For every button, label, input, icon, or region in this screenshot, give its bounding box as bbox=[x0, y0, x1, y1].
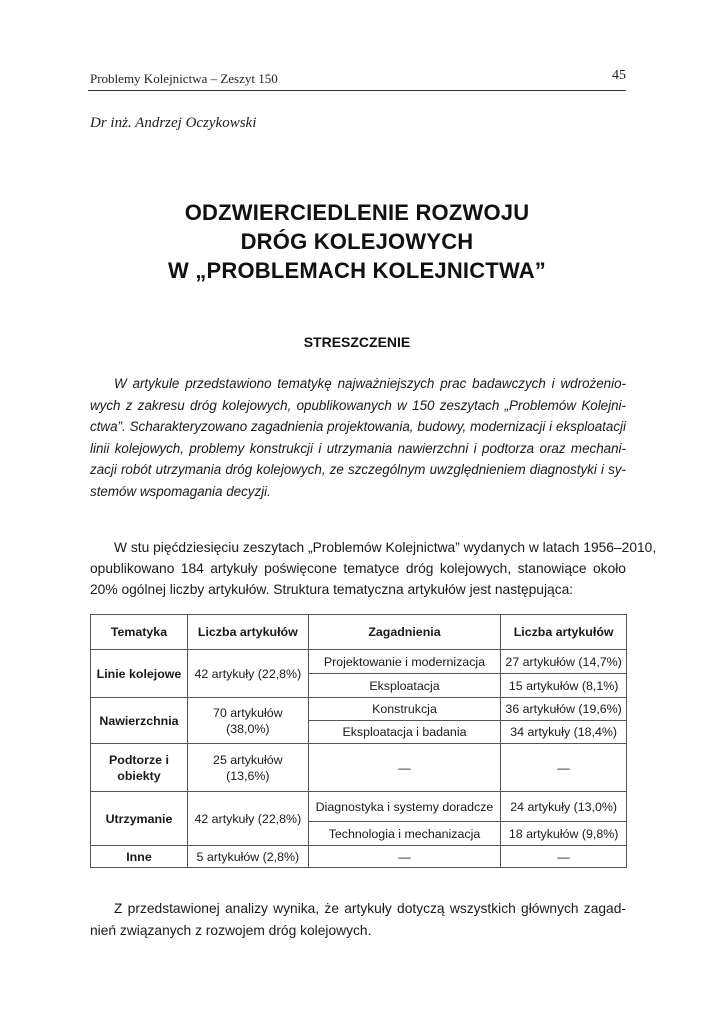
issue-cell: Projektowanie i modernizacja bbox=[308, 650, 501, 674]
intro-line: W stu pięćdziesięciu zeszytach „Problemów Kolejnictwa” wydanych w latach 1956–2010, bbox=[114, 540, 657, 555]
topic-cell: Podtorze i obiekty bbox=[91, 744, 188, 792]
table-row bbox=[91, 650, 627, 674]
issue-cell: Konstrukcja bbox=[308, 698, 501, 721]
journal-title: Problemy Kolejnictwa – Zeszyt 150 bbox=[90, 71, 278, 86]
intro-line: opublikowano 184 artykuły poświęcone tematyce dróg kolejowych, stanowiące około bbox=[90, 561, 626, 576]
issue-cell: Eksploatacja i badania bbox=[308, 721, 501, 744]
conclusion-paragraph bbox=[90, 898, 626, 942]
conclusion-line: nień związanych z rozwojem dróg kolejowych. bbox=[90, 923, 372, 938]
intro-line: 20% ogólnej liczby artykułów. Struktura tematyczna artykułów jest następująca: bbox=[90, 582, 574, 597]
issue-cell: — bbox=[308, 744, 501, 792]
author-name: Dr inż. Andrzej Oczykowski bbox=[90, 115, 257, 131]
column-header: Zagadnienia bbox=[308, 615, 501, 650]
topic-count-cell: 42 artykuły (22,8%) bbox=[187, 792, 308, 846]
table-header-row bbox=[91, 615, 627, 650]
abstract-line: W artykule przedstawiono tematykę najważniejszych prac badawczych i wdrożenio- bbox=[114, 376, 626, 391]
abstract-line: linii kolejowych, problemy konstrukcji i utrzymania nawierzchni i podtorza oraz mechani- bbox=[90, 440, 626, 456]
issue-cell: Eksploatacja bbox=[308, 674, 501, 698]
issue-count-cell: 36 artykułów (19,6%) bbox=[501, 698, 627, 721]
running-header bbox=[88, 68, 626, 91]
title-line: ODZWIERCIEDLENIE ROZWOJU bbox=[184, 200, 530, 225]
issue-count-cell: 34 artykuły (18,4%) bbox=[501, 721, 627, 744]
issue-count-cell: 27 artykułów (14,7%) bbox=[501, 650, 627, 674]
topic-count-cell: 70 artykułów (38,0%) bbox=[187, 698, 308, 744]
issue-count-cell: 24 artykuły (13,0%) bbox=[501, 792, 627, 822]
issue-count-cell: 15 artykułów (8,1%) bbox=[501, 674, 627, 698]
page-number: 45 bbox=[612, 68, 626, 83]
issue-cell: — bbox=[308, 846, 501, 868]
column-header: Liczba artykułów bbox=[187, 615, 308, 650]
topic-count-cell: 42 artykuły (22,8%) bbox=[187, 650, 308, 698]
title-line: DRÓG KOLEJOWYCH bbox=[240, 229, 474, 254]
abstract-heading: STRESZCZENIE bbox=[303, 334, 411, 350]
topic-count-cell: 25 artykułów (13,6%) bbox=[187, 744, 308, 792]
table-row bbox=[91, 744, 627, 792]
topic-count-cell: 5 artykułów (2,8%) bbox=[187, 846, 308, 868]
issue-cell: Technologia i mechanizacja bbox=[308, 822, 501, 846]
intro-paragraph bbox=[90, 537, 657, 600]
issue-count-cell: — bbox=[501, 846, 627, 868]
table-row bbox=[91, 698, 627, 721]
table-row bbox=[91, 792, 627, 822]
issue-count-cell: 18 artykułów (9,8%) bbox=[501, 822, 627, 846]
issue-count-cell: — bbox=[501, 744, 627, 792]
topic-cell: Utrzymanie bbox=[91, 792, 188, 846]
table-row bbox=[91, 846, 627, 868]
abstract-line: stemów wspomagania decyzji. bbox=[90, 483, 271, 499]
abstract-line: zacji robót utrzymania dróg kolejowych, ze szczególnym uwzględnieniem diagnostyki i sy- bbox=[90, 462, 626, 477]
column-header: Liczba artykułów bbox=[501, 615, 627, 650]
title-line: W „PROBLEMACH KOLEJNICTWA” bbox=[168, 258, 546, 283]
abstract-line: ctwa”. Scharakteryzowano zagadnienia projektowania, budowy, modernizacji i eksploatacji bbox=[90, 419, 626, 434]
topic-cell: Linie kolejowe bbox=[91, 650, 188, 698]
topic-cell: Inne bbox=[91, 846, 188, 868]
abstract-line: wych z zakresu dróg kolejowych, opublikowanych w 150 zeszytach „Problemów Kolejni- bbox=[90, 397, 626, 413]
article-title bbox=[88, 198, 626, 285]
topic-table bbox=[90, 614, 627, 868]
topic-cell: Nawierzchnia bbox=[91, 698, 188, 744]
column-header: Tematyka bbox=[91, 615, 188, 650]
conclusion-line: Z przedstawionej analizy wynika, że artykuły dotyczą wszystkich głównych zagad- bbox=[114, 901, 626, 916]
issue-cell: Diagnostyka i systemy doradcze bbox=[308, 792, 501, 822]
abstract-text bbox=[90, 373, 626, 502]
